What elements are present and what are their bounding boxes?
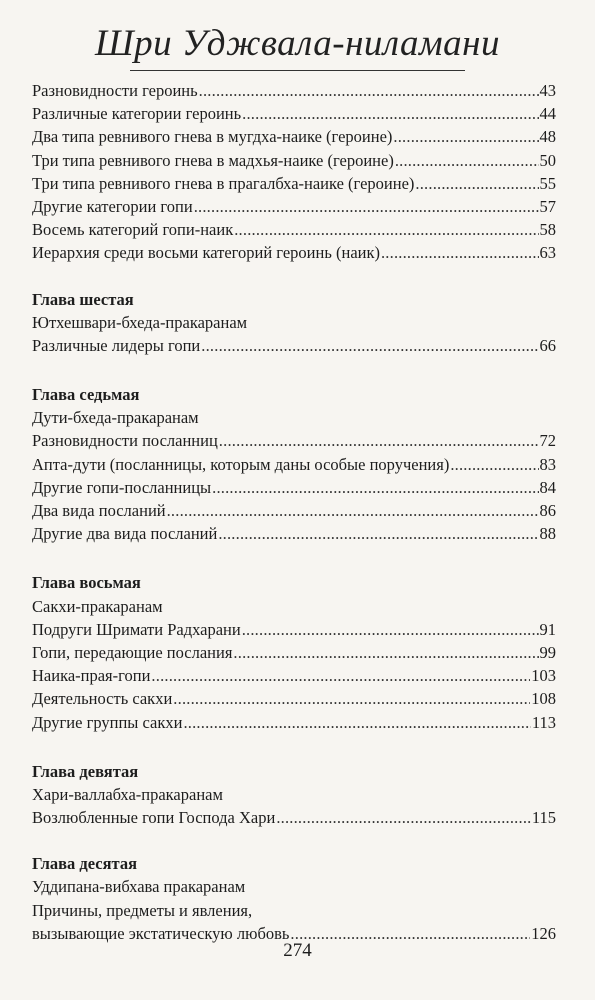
toc-entry-page: 48 bbox=[539, 127, 556, 147]
chapter-subtitle: Ютхешвари-бхеда-пракаранам bbox=[32, 312, 248, 332]
dot-leader bbox=[381, 241, 539, 264]
toc-entry[interactable] bbox=[32, 429, 556, 452]
toc-entry-title: Три типа ревнивого гнева в прагалбха-наике (героине) bbox=[32, 173, 415, 193]
book-title: Шри Уджвала-ниламани bbox=[94, 23, 500, 64]
chapter-subtitle: Уддипана-вибхава пракаранам bbox=[32, 877, 246, 897]
toc-entry-page: 44 bbox=[539, 104, 556, 124]
toc-entry-page: 99 bbox=[539, 642, 556, 662]
toc-entry-page: 126 bbox=[531, 923, 556, 943]
dot-leader bbox=[218, 522, 538, 545]
toc-entry-page: 115 bbox=[531, 808, 556, 828]
toc-entry-page: 57 bbox=[539, 196, 556, 216]
toc-entry-title: Возлюбленные гопи Господа Хари bbox=[32, 808, 276, 828]
toc-entry-title: Другие два вида посланий bbox=[32, 524, 218, 544]
toc-entry[interactable] bbox=[32, 664, 556, 687]
header-rule bbox=[130, 70, 465, 71]
dot-leader bbox=[201, 334, 538, 357]
toc-entry[interactable] bbox=[32, 334, 556, 357]
toc-entry-title: Два вида посланий bbox=[32, 501, 166, 520]
toc-entry-title: Различные категории героинь bbox=[32, 104, 242, 124]
toc-entry-title: Разновидности посланниц bbox=[32, 431, 218, 451]
chapter-heading: Глава девятая bbox=[32, 761, 139, 781]
toc-entry-title: Два типа ревнивого гнева в мугдха-наике (героине) bbox=[32, 127, 393, 147]
toc-entry[interactable] bbox=[32, 218, 556, 241]
section-gap bbox=[32, 357, 556, 383]
toc-entry[interactable] bbox=[32, 241, 556, 264]
toc-entry-title: вызывающие экстатическую любовь bbox=[32, 923, 290, 943]
dot-leader bbox=[393, 125, 538, 148]
running-header bbox=[0, 22, 595, 65]
toc-entry-title: Гопи, передающие послания bbox=[32, 642, 233, 662]
toc-entry-page: 55 bbox=[539, 173, 556, 193]
toc-entry-page: 86 bbox=[539, 501, 556, 520]
toc-entry-title: Подруги Шримати Радхарани bbox=[32, 619, 241, 639]
toc-entry-title: Деятельность сакхи bbox=[32, 689, 173, 709]
toc-entry-page: 72 bbox=[539, 431, 556, 451]
section-gap bbox=[32, 829, 556, 852]
toc-entry-title: Три типа ревнивого гнева в мадхья-наике (героине) bbox=[32, 150, 394, 170]
toc-entry-page: 113 bbox=[531, 712, 556, 732]
dot-leader bbox=[415, 172, 538, 195]
toc-entry[interactable] bbox=[32, 687, 556, 710]
toc-entry-title: Другие категории гопи bbox=[32, 196, 193, 216]
dot-leader bbox=[151, 664, 530, 687]
toc-entry[interactable] bbox=[32, 476, 556, 499]
toc-entry[interactable] bbox=[32, 102, 556, 125]
toc-entry[interactable] bbox=[32, 711, 556, 734]
toc-entry-title: Другие гопи-посланницы bbox=[32, 477, 212, 497]
toc-entry-title: Иерархия среди восьми категорий героинь (наик) bbox=[32, 243, 380, 263]
chapter-subtitle: Хари-валлабха-пракаранам bbox=[32, 784, 223, 804]
toc-entry-page: 50 bbox=[539, 150, 556, 170]
toc-entry-page: 58 bbox=[539, 220, 556, 240]
section-gap bbox=[32, 265, 556, 288]
section-gap bbox=[32, 545, 556, 571]
toc-text-line: Причины, предметы и явления, bbox=[32, 900, 253, 920]
toc-entry-title: Апта-дути (посланницы, которым даны особые поручения) bbox=[32, 454, 450, 474]
dot-leader bbox=[199, 79, 539, 102]
toc-entry[interactable] bbox=[32, 641, 556, 664]
table-of-contents bbox=[32, 79, 556, 945]
chapter-subtitle: Дути-бхеда-пракаранам bbox=[32, 408, 199, 428]
dot-leader bbox=[242, 618, 539, 641]
dot-leader bbox=[194, 195, 539, 218]
section-gap bbox=[32, 734, 556, 760]
dot-leader bbox=[234, 218, 538, 241]
chapter-heading: Глава восьмая bbox=[32, 573, 141, 593]
toc-entry-page: 43 bbox=[539, 81, 556, 100]
dot-leader bbox=[233, 641, 538, 664]
dot-leader bbox=[167, 499, 539, 522]
dot-leader bbox=[212, 476, 538, 499]
toc-entry-page: 63 bbox=[539, 243, 556, 263]
toc-entry[interactable] bbox=[32, 149, 556, 172]
toc-entry-page: 83 bbox=[539, 454, 556, 474]
toc-entry-title: Восемь категорий гопи-наик bbox=[32, 220, 234, 240]
toc-entry-title: Разновидности героинь bbox=[32, 81, 198, 100]
toc-entry-page: 84 bbox=[539, 477, 556, 497]
toc-entry[interactable] bbox=[32, 806, 556, 829]
dot-leader bbox=[242, 102, 538, 125]
dot-leader bbox=[395, 149, 539, 172]
toc-entry[interactable] bbox=[32, 499, 556, 522]
page-number: 274 bbox=[283, 940, 312, 961]
toc-entry[interactable] bbox=[32, 453, 556, 476]
toc-entry-page: 108 bbox=[531, 689, 556, 709]
toc-entry[interactable] bbox=[32, 125, 556, 148]
toc-entry-title: Другие группы сакхи bbox=[32, 712, 183, 732]
toc-entry[interactable] bbox=[32, 522, 556, 545]
toc-entry[interactable] bbox=[32, 172, 556, 195]
chapter-subtitle: Сакхи-пракаранам bbox=[32, 596, 163, 616]
toc-entry[interactable] bbox=[32, 618, 556, 641]
dot-leader bbox=[276, 806, 531, 829]
toc-entry-title: Наика-прая-гопи bbox=[32, 666, 151, 686]
toc-entry-page: 103 bbox=[531, 666, 556, 686]
toc-entry-page: 88 bbox=[539, 524, 556, 544]
chapter-heading: Глава шестая bbox=[32, 289, 134, 309]
dot-leader bbox=[450, 453, 538, 476]
dot-leader bbox=[219, 429, 539, 452]
chapter-heading: Глава десятая bbox=[32, 854, 138, 874]
toc-entry-title: Различные лидеры гопи bbox=[32, 335, 201, 355]
toc-entry-page: 91 bbox=[539, 619, 556, 639]
dot-leader bbox=[183, 711, 530, 734]
toc-entry[interactable] bbox=[32, 79, 556, 102]
toc-entry[interactable] bbox=[32, 195, 556, 218]
chapter-heading: Глава седьмая bbox=[32, 385, 140, 405]
toc-entry-page: 66 bbox=[539, 335, 556, 355]
dot-leader bbox=[173, 687, 530, 710]
